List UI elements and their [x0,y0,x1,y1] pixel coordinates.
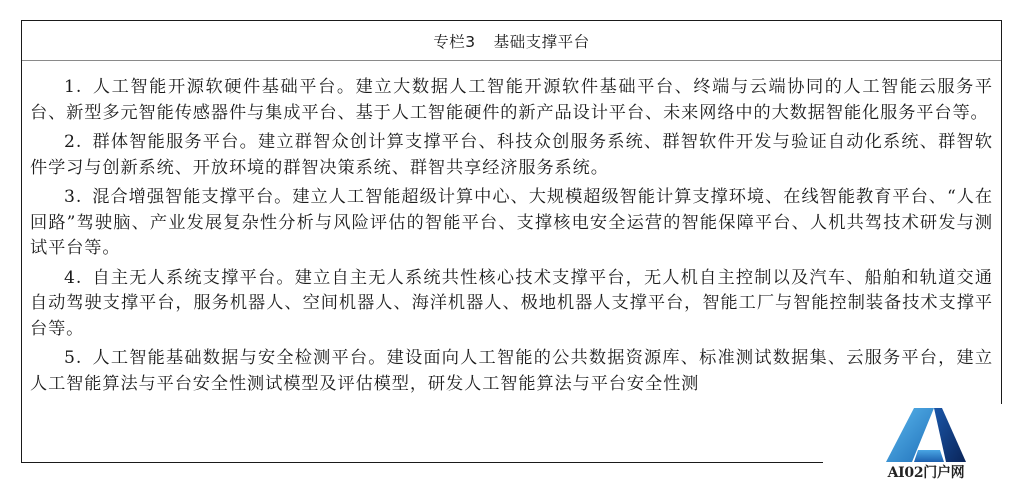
item-heading: 混合增强智能支撑平台。 [92,187,293,207]
item-index: 2. [64,132,83,152]
item-heading: 群体智能服务平台。 [92,132,258,152]
item-body: 建设面向人工智能的公共数据资源库、标准测试数据集、云服务平台，建立人工智能算法与平台安全性测试模型及评估模型，研发人工智能算法与平台安全性测 [30,348,994,394]
item-heading: 人工智能开源软硬件基础平台。 [92,77,356,97]
list-item-2 [30,130,993,181]
panel-header [22,21,1001,61]
item-heading: 自主无人系统支撑平台。 [92,267,295,288]
item-index: 3. [64,187,83,207]
item-index: 4. [64,267,83,288]
item-body: 建立大数据人工智能开源软件基础平台、终端与云端协同的人工智能云服务平台、新型多元智能传感器件与集成平台、基于人工智能硬件的新产品设计平台、未来网络中的大数据智能化服务平台等。 [30,77,994,123]
column-number: 专栏3 [433,32,476,51]
item-body: 建立群智众创计算支撑平台、科技众创服务系统、群智软件开发与验证自动化系统、群智软件学习与创新系统、开放环境的群智决策系统、群智共享经济服务系统。 [30,132,993,178]
a-letter-logo-icon [884,406,968,464]
list-item-5 [30,346,993,397]
item-index: 1. [64,77,83,97]
item-heading: 人工智能基础数据与安全检测平台。 [92,348,387,368]
list-item-3 [30,185,993,262]
list-item-1 [30,75,993,126]
panel-body [22,61,1001,397]
list-item-4 [30,266,993,343]
watermark-text: AI02门户网 [887,465,965,481]
item-body: 建立人工智能超级计算中心、大规模超级智能计算支撑环境、在线智能教育平台、“人在回路”驾驶脑、产业发展复杂性分析与风险评估的智能平台、支撑核电安全运营的智能保障平台、人机共驾技术研发与测试平台等。 [30,187,994,258]
item-index: 5. [64,348,83,368]
watermark-logo [878,404,974,481]
feature-column-panel [21,20,1002,463]
panel-title: 基础支撑平台 [493,32,590,51]
item-body: 建立自主无人系统共性核心技术支撑平台，无人机自主控制以及汽车、船舶和轨道交通自动驾驶支撑平台，服务机器人、空间机器人、海洋机器人、极地机器人支撑平台，智能工厂与智能控制装备技术支撑平台等。 [30,267,993,339]
